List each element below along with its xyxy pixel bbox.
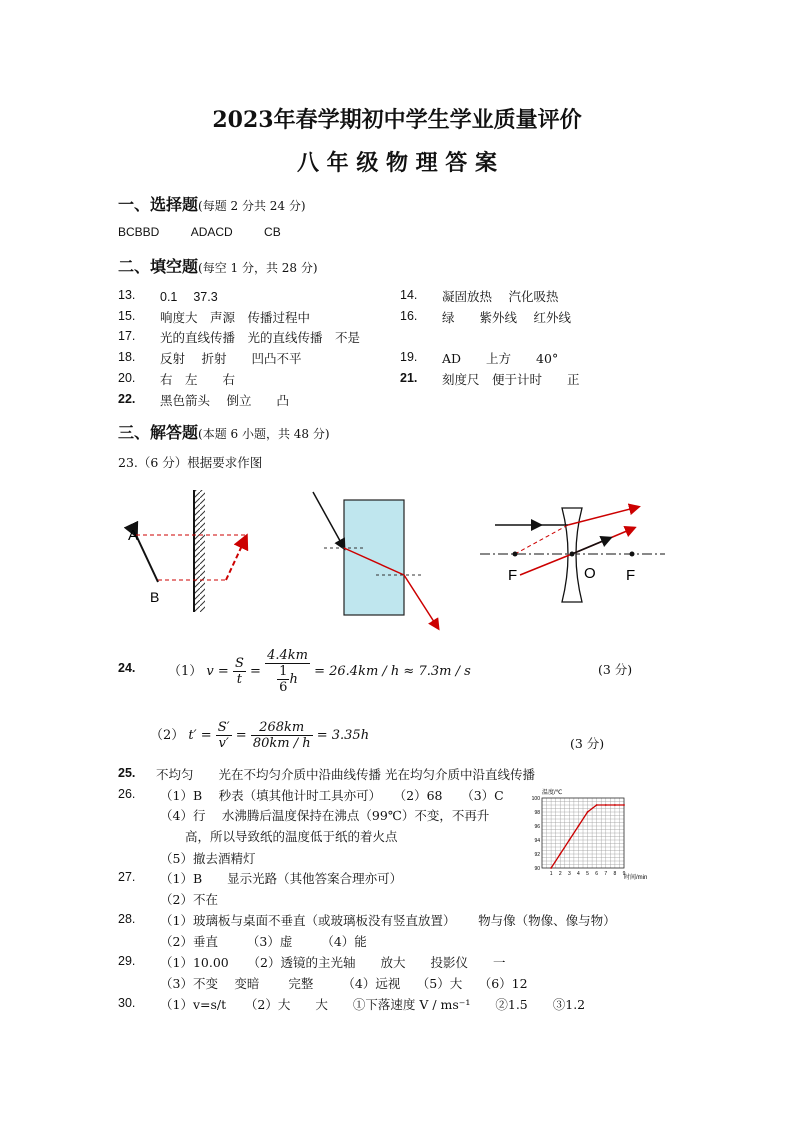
virtual-extension (515, 525, 568, 554)
mirror-diagram (128, 490, 246, 612)
lens-diagram (480, 507, 665, 602)
chart-grid (542, 798, 624, 868)
fill-18: 18. 反射 折射 凹凸不平 (118, 350, 302, 366)
object-arrow-ab (136, 535, 158, 582)
data-point (605, 804, 607, 806)
q24-formula2: （2） t′ = $\frac{S'}{v'}$ = $\frac{268km}{80km / h}$ = 3.35h (150, 720, 370, 751)
x-tick-label: 4 (577, 871, 580, 877)
q26-num: 26. (118, 787, 136, 801)
glass-block-diagram (313, 492, 438, 628)
q28-line1: （1）玻璃板与桌面不垂直（或玻璃板没有竖直放置） 物与像（物像、像与物） (160, 913, 616, 928)
optical-center (570, 552, 575, 557)
x-tick-label: 9 (622, 871, 626, 877)
glass-block (344, 500, 404, 615)
q24-score2: (3 分) (570, 736, 605, 751)
fill-22: 22. 黑色箭头 倒立 凸 (118, 392, 289, 408)
x-tick-label: 3 (567, 871, 571, 877)
frac-sprime-over-vprime: $\frac{S'}{v'}$ (217, 720, 230, 751)
emergent-ray (404, 575, 438, 628)
q28-num: 28. (118, 912, 136, 926)
x-tick-label: 1 (549, 871, 553, 877)
y-tick-label: 100 (531, 796, 540, 802)
q27-num: 27. (118, 870, 136, 884)
q24-score1: (3 分) (598, 662, 633, 677)
mcq-answers: BCBBD ADACD CB (118, 225, 281, 239)
q26-line3: 高，所以导致纸的温度低于纸的着火点 (160, 829, 398, 844)
x-tick-label: 5 (586, 871, 589, 877)
fill-19: 19. AD 上方 40° (400, 350, 559, 366)
fill-20: 20. 右 左 右 (118, 371, 236, 387)
fill-13: 13. 0.1 37.3 (118, 288, 218, 304)
section2-heading: 二、填空题(每空 1 分，共 28 分) (118, 257, 318, 276)
label-a: A (128, 527, 139, 544)
fill-17: 17. 光的直线传播 光的直线传播 不是 (118, 329, 361, 345)
fill-16: 16. 绿 紫外线 红外线 (400, 309, 571, 325)
q29-line2: （3）不变 变暗 完整 （4）远视 （5）大 （6）12 (160, 976, 528, 991)
section3-heading: 三、解答题(本题 6 小题，共 48 分) (118, 423, 330, 442)
data-point (568, 839, 570, 841)
y-tick-label: 96 (534, 824, 540, 830)
page-title: 2023年春学期初中学生学业质量评价 (212, 107, 582, 133)
q27-line1: （1）B 显示光路（其他答案合理亦可） (160, 871, 403, 886)
focus-right (630, 552, 635, 557)
page-subtitle: 八 年 级 物 理 答 案 (297, 150, 497, 176)
x-tick-label: 2 (558, 871, 562, 877)
data-point (623, 804, 625, 806)
q27-line2: （2）不在 (160, 892, 218, 907)
data-point (614, 804, 616, 806)
q23-label: 23.（6 分）根据要求作图 (118, 455, 263, 470)
data-point (587, 811, 589, 813)
x-tick-label: 8 (613, 871, 617, 877)
frac-distance-over-time: 4.4km $\frac{1}{6}$ h (267, 648, 308, 695)
q26-temperature-chart (522, 786, 662, 882)
focus-left (513, 552, 518, 557)
q24-formula1: （1） v = $\frac{S}{t}$ = 4.4km $\frac{1}{6}$ h = 26.4km / h ≈ 7.3m / s (168, 648, 471, 695)
frac-s-over-t: $\frac{S}{t}$ (234, 656, 244, 687)
q26-line1: （1）B 秒表（填其他计时工具亦可） （2）68 （3）C (160, 788, 504, 803)
q29-num: 29. (118, 954, 136, 968)
x-tick-label: 6 (595, 871, 599, 877)
q30-line: （1）v=s/t （2）大 大 ①下落速度 V / ms⁻¹ ②1.5 ③1.2 (160, 997, 586, 1012)
q28-line2: （2）垂直 （3）虚 （4）能 (160, 934, 367, 949)
label-o: O (584, 565, 596, 582)
data-point (559, 853, 561, 855)
frac-268-over-80: $\frac{268km}{80km / h}$ (252, 720, 311, 751)
section1-heading: 一、选择题(每题 2 分共 24 分) (118, 195, 306, 214)
fill-21: 21. 刻度尺 便于计时 正 (400, 371, 580, 387)
data-point (578, 825, 580, 827)
q29-line1: （1）10.00 （2）透镜的主光轴 放大 投影仪 一 (160, 955, 506, 970)
mirror-hatch (195, 490, 205, 612)
incident-ray (313, 492, 344, 548)
data-point (550, 867, 552, 869)
chart-xlabel: 时间/min (624, 875, 648, 881)
label-f-left: F (508, 567, 518, 584)
label-b: B (150, 589, 160, 605)
q26-line2: （4）行 水沸腾后温度保持在沸点（99℃）不变，不再升 (160, 808, 490, 823)
center-ray-in (520, 554, 572, 575)
image-arrow (226, 537, 246, 580)
chart-ylabel: 温度/℃ (542, 790, 563, 796)
x-tick-label: 7 (604, 871, 608, 877)
q24-num: 24. (118, 661, 136, 675)
y-tick-label: 90 (534, 866, 540, 872)
y-tick-label: 92 (534, 852, 540, 858)
q23-diagrams (110, 480, 690, 635)
q30-num: 30. (118, 996, 136, 1010)
q25: 25. 不均匀 光在不均匀介质中沿曲线传播 光在均匀介质中沿直线传播 (118, 766, 535, 782)
center-ray-arrow (572, 538, 610, 554)
label-f-right: F (626, 567, 636, 584)
y-tick-label: 98 (534, 810, 540, 816)
fill-15: 15. 响度大 声源 传播过程中 (118, 309, 311, 325)
fill-14: 14. 凝固放热 汽化吸热 (400, 288, 559, 304)
q26-line4: （5）撤去酒精灯 (160, 851, 256, 866)
y-tick-label: 94 (534, 838, 540, 844)
data-point (596, 804, 598, 806)
